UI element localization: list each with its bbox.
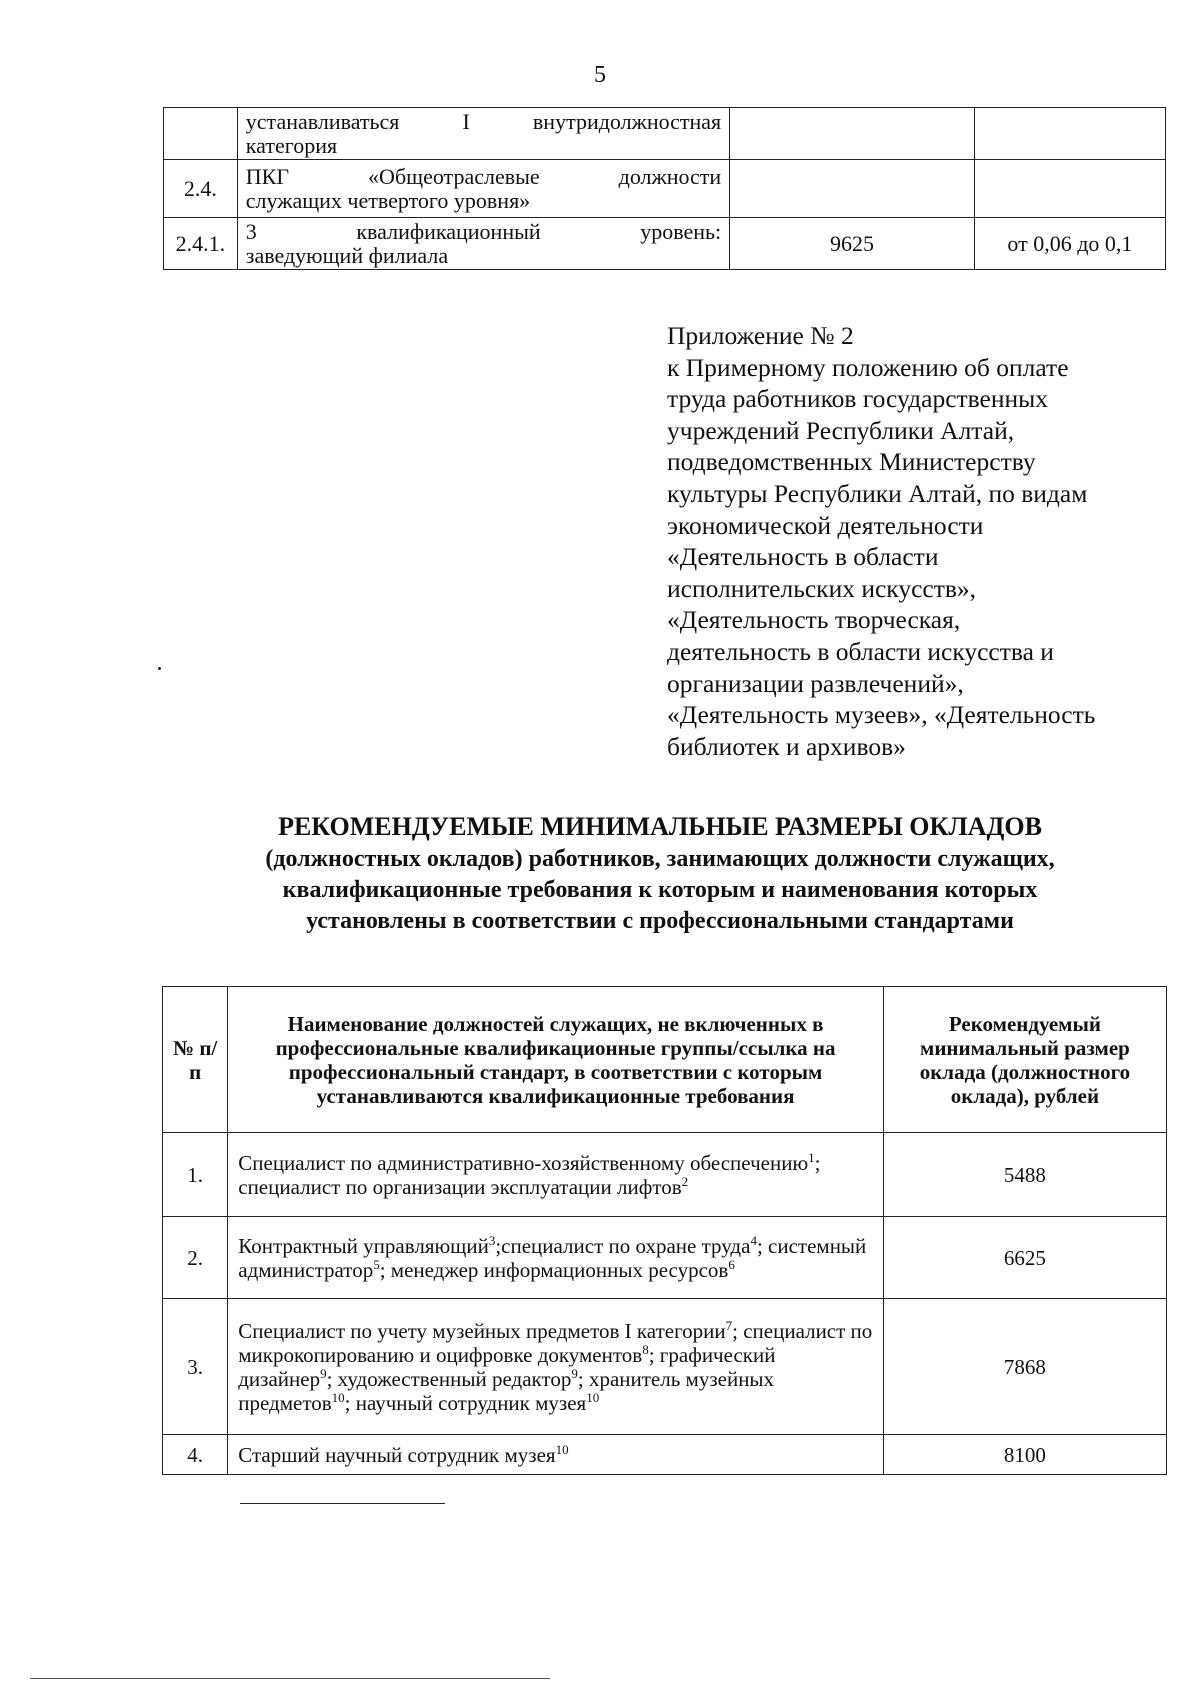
appendix-line: к Примерному положению об оплате: [667, 352, 1069, 382]
row-number: [164, 108, 238, 160]
appendix-line: организации развлечений»,: [667, 668, 964, 698]
appendix-line: библиотек и архивов»: [667, 731, 906, 761]
row-position-name: ПКГ «Общеотраслевые должности служащих четвертого уровня»: [237, 160, 729, 218]
row-salary: 8100: [883, 1435, 1166, 1475]
row-position-name: Контрактный управляющий$^3$;специалист по охране труда$^4$; системный администратор$^5$; менеджер информационных ресурсов$^6$: [228, 1217, 884, 1299]
appendix-line: «Деятельность в области: [667, 542, 939, 572]
row-number: 2.: [163, 1217, 228, 1299]
row-coefficient: [974, 160, 1165, 218]
appendix-line: Приложение № 2: [667, 321, 854, 350]
row-salary: [730, 160, 975, 218]
row-position-name: устанавливаться I внутридолжностная категория: [237, 108, 729, 160]
bottom-scan-line: [30, 1678, 550, 1679]
salary-table: [162, 986, 1167, 1475]
row-position-name: Старший научный сотрудник музея$^{10}$: [228, 1435, 884, 1475]
table-row: [163, 1435, 1167, 1475]
row-number: 4.: [163, 1435, 228, 1475]
appendix-line: «Деятельность музеев», «Деятельность: [667, 700, 1096, 730]
row-coefficient: от 0,06 до 0,1: [974, 218, 1165, 270]
table-row: [164, 160, 1166, 218]
appendix-line: культуры Республики Алтай, по видам: [667, 478, 1088, 508]
document-title: [150, 810, 1170, 937]
row-coefficient: [974, 108, 1165, 160]
row-salary: 6625: [883, 1217, 1166, 1299]
row-salary: 9625: [730, 218, 975, 270]
row-salary: 5488: [883, 1133, 1166, 1217]
appendix-line: «Деятельность творческая,: [667, 605, 961, 635]
appendix-line: исполнительских искусств»,: [667, 573, 977, 603]
page-number: 5: [594, 62, 606, 88]
row-number: 2.4.1.: [164, 218, 238, 270]
appendix-line: подведомственных Министерству: [667, 447, 1036, 477]
table-row: [164, 108, 1166, 160]
stray-dot: [158, 667, 161, 670]
table-header-row: [163, 987, 1167, 1133]
footnote-separator: [240, 1503, 445, 1504]
title-line: (должностных окладов) работников, занимающих должности служащих,: [265, 846, 1055, 872]
header-number: № п/п: [163, 987, 228, 1133]
row-position-name: Специалист по учету музейных предметов I категории$^7$; специалист по микрокопированию и оцифровке документов$^8$; графический дизайнер$^9$; художественный редактор$^9$; хранитель музейных предметов$^{10}$; научный сотрудник музея$^{10}$: [228, 1299, 884, 1435]
appendix-line: экономической деятельности: [667, 510, 984, 540]
continuation-table: [163, 107, 1166, 270]
appendix-line: учреждений Республики Алтай,: [667, 415, 1015, 445]
row-position-name: 3 квалификационный уровень: заведующий филиала: [237, 218, 729, 270]
header-salary: Рекомендуемый минимальный размер оклада (должностного оклада), рублей: [883, 987, 1166, 1133]
title-line: РЕКОМЕНДУЕМЫЕ МИНИМАЛЬНЫЕ РАЗМЕРЫ ОКЛАДОВ: [278, 812, 1042, 841]
header-position-name: Наименование должностей служащих, не включенных в профессиональные квалификационные группы/ссылка на профессиональный стандарт, в соответствии с которым устанавливаются квалификационные требования: [228, 987, 884, 1133]
row-position-name: Специалист по административно-хозяйственному обеспечению$^1$; специалист по организации эксплуатации лифтов$^2$: [228, 1133, 884, 1217]
appendix-line: труда работников государственных: [667, 384, 1049, 414]
title-line: установлены в соответствии с профессиональными стандартами: [306, 908, 1014, 934]
table-row: [164, 218, 1166, 270]
title-line: квалификационные требования к которым и наименования которых: [282, 877, 1038, 903]
table-row: [163, 1133, 1167, 1217]
row-number: 1.: [163, 1133, 228, 1217]
appendix-header: [667, 320, 1167, 762]
row-number: 3.: [163, 1299, 228, 1435]
row-salary: [730, 108, 975, 160]
row-salary: 7868: [883, 1299, 1166, 1435]
appendix-line: деятельность в области искусства и: [667, 636, 1054, 666]
row-number: 2.4.: [164, 160, 238, 218]
table-row: [163, 1217, 1167, 1299]
table-row: [163, 1299, 1167, 1435]
